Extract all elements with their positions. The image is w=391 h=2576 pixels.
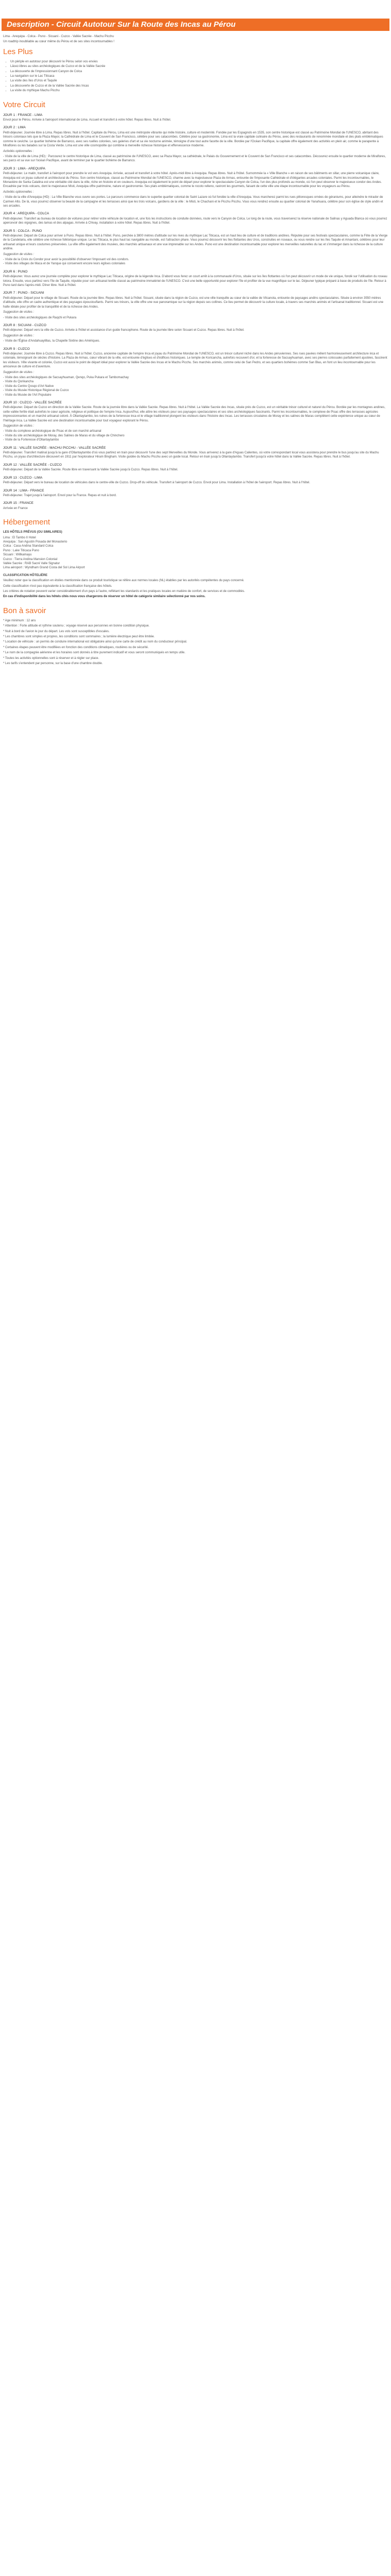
good-to-know-note: * Le nom de la compagnie aérienne et les horaires sont donnés à titre purement indicatif et vous seront communiqués en temps utile. (3, 651, 186, 655)
good-to-know-note: * Toutes les activités optionnelles sont à réserver et à régler sur place. (3, 656, 99, 660)
day-block (3, 113, 388, 123)
page (0, 0, 391, 682)
hotel-item: Sicuani : Willkamayu (3, 553, 32, 557)
classification-label: CLASSIFICATION HÔTELIÈRE (3, 573, 47, 577)
good-to-know-note: * Certaines étapes peuvent être modifiées en fonction des conditions climatiques, routières ou de sécurité. (3, 646, 149, 649)
highlight-item: • Lâcez-libres au sites archéologiques de Cuzco et de la Vallée Sacrée (10, 64, 388, 69)
day-block (3, 489, 388, 498)
day-block (3, 167, 388, 209)
good-to-know-note: * Nuit à bord de l'avion le jour du départ. Les vols sont susceptibles d'escales. (3, 630, 110, 633)
intro-route: Lima - Arequipa - Colca - Puno - Sicuani - Cuzco - Vallée Sacrée - Machu Picchu (3, 35, 114, 38)
day-description: Arrivée en France (3, 506, 28, 510)
day-description: Petit-déjeuner. Départ de Cuzco en direction de la Vallée Sacrée. Route de la journée libre dans la Vallée Sacrée. Repas libres. Nuit à l'hôtel. La Vallée Sacrée des Incas, située près de Cuzco, est un véritable trésor culturel et naturel du Pérou. Bordée par les montagnes andines, cette vallée fertile était autrefois le cœur agricole, religieux et politique de l'empire Inca. Aujourd'hui, elle attire les visiteurs pour ses paysages spectaculaires et ses sites archéologiques fascinants. Parmi les incontournables, le complexe de Pisac offre des terrasses agricoles impressionnantes et un marché artisanal coloré. À Ollantaytambo, les ruines de la forteresse inca et le village traditionnel plongent les visiteurs dans l'histoire des Incas. Les terrasses circulaires de Moray et les salines de Maras complètent cette expérience unique au cœur de l'héritage inca. La Vallée Sacrée est une destination incontournable pour tout voyageur explorant le Pérou. (3, 406, 385, 422)
accommodation-heading: Hébergement (3, 518, 50, 527)
day-description: Petit-déjeuner. Transfert au bureau de location de voitures pour retirer votre véhicule de location et, une fois les instructions de conduite données, route vers le Canyon de Colca. Le long de la route, vous traverserez la réserve nationale de Salinas y Aguada Blanca où vous pourrez apercevoir des vigognes, des lamas et des alpagas. Arrivée à Chivay, installation à votre hôtel. Repas libres. Nuit à l'hôtel. (3, 217, 387, 225)
day-suggestions-label: Activités optionnelles : (3, 149, 34, 153)
day-description: Petit-déjeuner. Départ vers le bureau de location de véhicules dans le centre-ville de Cuzco. Drop-off du véhicule. Transfert à l'aéroport de Cuzco. Envol pour Lima. Installation à l'hôtel de l'aéroport. Repas libres. Nuit à l'hôtel. (3, 481, 311, 485)
day-suggestion: - Visite du Musée de l'Art Populaire (3, 393, 52, 397)
day-block (3, 446, 388, 460)
hotel-item: Puno : Lake Titicaca Puno (3, 549, 39, 552)
day-description: Petit-déjeuner. Trajet jusqu'à l'aéroport. Envol pour la France. Repas et nuit à bord. (3, 494, 117, 497)
day-block (3, 347, 388, 397)
day-description: Petit-déjeuner. Départ pour le village de Sicuani. Route de la journée libre. Repas libres. Nuit à l'hôtel. Sicuani, située dans la région de Cuzco, est une ville tranquille au cœur de la vallée de Vilcanota, entourée de paysages andins spectaculaires. Située à environ 3550 mètres d'altitude, elle offre un cadre authentique et des paysages époustouflants. Parmi ses trésors, la ville offre une vue panoramique sur la région depuis ses collines. Ce lieu permet de découvrir la culture locale, à travers ses marchés animés et l'artisanat traditionnel. Sicuani est une halte idéale pour profiter de la tranquillité et de la richesse des Andes. (3, 296, 384, 309)
highlights-heading: Les Plus (3, 47, 33, 56)
classification-notes (3, 579, 388, 594)
hotel-list (3, 536, 388, 570)
day-block (3, 270, 388, 288)
day-title: JOUR 7 : PUNO - SICUANI (3, 291, 44, 295)
day-suggestion: - Visite du Musée Historique Régional de Cuzco (3, 389, 69, 393)
day-suggestion: - Visite de la Forteresse d'Ollantaytambo (3, 438, 59, 442)
day-block (3, 401, 388, 443)
day-suggestions-label: Suggestion de visites : (3, 425, 35, 428)
highlight-item: • La navigation sur le Lac Titicaca (10, 74, 388, 78)
day-suggestions-label: Suggestion de visites : (3, 370, 35, 374)
day-suggestion: - Visite de la ville de Lima (HD) : Parcourez le centre historique de Lima, classé au patrimoine de l'UNESCO, avec sa Plaza Mayor, sa cathédrale, le Palais du Gouvernement et le Couvent de San Francisco et ses catacombes. Découvrez ensuite le quartier moderne de Miraflores, ses parcs et sa vue sur l'océan Pacifique, avant de terminer par le quartier bohème de Barranco. (3, 155, 386, 163)
day-title: JOUR 9 : CUZCO (3, 347, 30, 351)
hotel-item: Vallée Sacrée : RAB Sacré Valle Signatur (3, 562, 60, 565)
intro-tagline: Un roadtrip inoubliable au cœur même du Pérou et de ses sites incontournables ! (3, 40, 115, 44)
hotel-item: Arequipa : San Agustin Posada del Monasterio (3, 540, 68, 544)
day-title: JOUR 4 : AREQUIPA - COLCA (3, 212, 50, 216)
day-description: Petit-déjeuner. Vous aurez une journée complète pour explorer le mythique Lac Titicaca, origine de la légende Inca. D'abord vous ferez un court arrêt à la communauté d'Uros, située sur les îles flottantes où l'on peut découvrir un mode de vie unique, fondé sur l'utilisation du roseau totora. Ensuite, vous partirez vers l'île de Taquile, réputée pour son artisanat textile classé au patrimoine immatériel de l'UNESCO. C'est une belle opportunité pour explorer l'île et profiter de la vue magnifique sur le lac. Déjeuner typique préparé à base de produits de l'île. Retour à Puno tard dans l'après-midi. Dîner libre. Nuit à l'hôtel. (3, 275, 387, 287)
day-description: Petit-déjeuner. Départ vers la ville de Cuzco. Arrivée à l'hôtel et assistance d'un guide francophone. Route de la journée libre selon Sicuani et Cuzco. Repas libres. Nuit à l'hôtel. (3, 329, 245, 332)
day-title: JOUR 12 : VALLÉE SACRÉE - CUZCO (3, 463, 62, 467)
day-suggestion: - Visite des sites archéologiques de Sacsayhuaman, Qenqo, Puka Pukara et Tambomachay (3, 376, 129, 379)
day-title: JOUR 10 : CUZCO - VALLÉE SACRÉE (3, 401, 62, 404)
day-title: JOUR 3 : LIMA - AREQUIPA (3, 166, 45, 171)
day-block (3, 501, 388, 511)
good-to-know-note: * Les tarifs s'entendent par personne, sur la base d'une chambre double. (3, 662, 103, 666)
hotel-item: Lima aéroport : Wyndham Grand Costa del Sol Lima Airport (3, 566, 85, 570)
day-block (3, 212, 388, 225)
good-to-know-notes (3, 619, 388, 666)
day-description: Petit-déjeuner. Journée libre à Cuzco. Repas libres. Nuit à l'hôtel. Cuzco, ancienne capitale de l'empire Inca et joyau du Patrimoine Mondial de l'UNESCO, est un trésor culturel niché dans les Andes péruviennes. Ses rues pavées mêlent harmonieusement architecture inca et coloniale, témoignant de siècles d'histoire. La Plaza de Armas, cœur vibrant de la ville, est entourée d'églises et d'édifices historiques. Le temple de Koricancha, autrefois recouvert d'or, et la forteresse de Sacsayhuaman, avec ses pierres colossales parfaitement ajustées, fascinent les visiteurs. Ville vivante et colorée, Cuzco est aussi le point de départ idéal pour explorer la Vallée Sacrée des Incas et le Machu Picchu. Ses marchés animés, comme celui de San Pedro, et ses quartiers bohèmes comme San Blas, en font un lieu incontournable pour les amoureux de culture et d'aventure. (3, 352, 387, 369)
day-block (3, 324, 388, 344)
hotel-item: Lima : El Tambo II Hotel (3, 536, 36, 539)
day-suggestion: - Visite de la ville d'Arequipa (HD) : La Ville Blanche vous ouvre ses portes. Le parcours commence dans le superbe quartier colonial de Saint Lazare où fut fondée la ville d'Arequipa. Vous marcherez parmi les rues pittoresques ornées de géraniums, pour atteindre le mirador de Carmen Alto. De là, vous pourrez observer la beauté de la campagne et les terrasses ainsi que les trois volcans, gardiens de la ville : le Misti, le Chachani et le Picchu Picchu. Vous vous rendrez ensuite au quartier colonial de Yanahuara, célèbre pour son église de style andin et ses arcades. (3, 196, 383, 208)
day-description: Petit-déjeuner. Transfert matinal jusqu'à la gare d'Ollantaytambo d'où vous partirez en train pour découvrir l'une des sept Merveilles du Monde. Vous arriverez à la gare d'Aguas Calientes, où votre correspondant local vous assistera pour prendre le bus jusqu'au site du Machu Picchu, un joyau d'architecture découvert en 1911 par l'explorateur Hiram Bingham. Visite guidée du Machu Picchu avec un guide local. Retour en train jusqu'à Ollantaytambo. Transfert jusqu'à votre hôtel dans la Vallée Sacrée. Repas libres. Nuit à l'hôtel. (3, 451, 379, 459)
day-description: Envol pour le Pérou. Arrivée à l'aéroport international de Lima. Accueil et transfert à votre hôtel. Repas libres. Nuit à l'hôtel. (3, 118, 171, 122)
highlights-list (3, 60, 388, 93)
day-description: Petit-déjeuner. Départ de la Vallée Sacrée. Route libre en traversant la Vallée Sacrée jusqu'à Cuzco. Repas libres. Nuit à l'hôtel. (3, 468, 178, 472)
day-title: JOUR 13 : CUZCO - LIMA (3, 476, 43, 480)
day-suggestions-label: Suggestion de visites : (3, 334, 35, 337)
day-suggestion: - Visite de l'Église d'Andahuaylillas, la Chapelle Sixtine des Amériques. (3, 340, 100, 343)
hotel-item: Colca : Casa Andina Standard Colca (3, 545, 54, 548)
day-description: Petit-déjeuner. Départ de Colca pour arriver à Puno. Repas libres. Nuit à l'hôtel. Puno, perchée à 3800 mètres d'altitude sur les rives du mythique Lac Titicaca, est un haut lieu de culture et de traditions andines. Réputée pour ses festivals spectaculaires, comme la Fête de la Vierge de la Candelaria, elle célèbre une richesse folklorique unique. Le lac Titicaca, le plus haut lac navigable au monde, est l'attraction phare. Vous pourrez découvrir les îles flottantes des Uros, construites en roseaux, ou vous rendre sur les îles Taquile et Amantani, célèbres pour leur artisanat unique et leurs coutumes préservées. La ville offre également des musées, des marchés artisanaux et une vue imprenable sur les Andes. Puno est une destination incontournable pour explorer les merveilles naturelles du lac et s'immerger dans la richesse de la culture andine. (3, 234, 388, 251)
day-description: Petit-déjeuner. Journée libre à Lima. Repas libres. Nuit à l'hôtel. Capitale du Pérou, Lima est une métropole vibrante qui mêle histoire, culture et modernité. Fondée par les Espagnols en 1535, son centre historique est classé au Patrimoine Mondial de l'UNESCO, abritant des trésors coloniaux tels que la Plaza Mayor, la Cathédrale de Lima et le Couvent de San Francisco, célèbre pour ses catacombes. Célèbre pour sa gastronomie, Lima est la vraie capitale culinaire du Pérou, avec des restaurants de renommée mondiale et des plats emblématiques comme le ceviche. Le quartier bohème de Barranco, avec ses ruelles colorées, ses galeries d'art et sa vie nocturne animée, témoigne d'une tout autre facette de la ville. Bordée par l'Océan Pacifique, la capitale offre également des activités en plein air, comme le parapente à Miraflores ou les balades sur la Costa Verde. Lima est une ville cosmopolite qui combine à merveille richesse historique et effervescence moderne. (3, 131, 383, 148)
day-title: JOUR 6 : PUNO (3, 269, 28, 274)
good-to-know-note: * Age minimum : 12 ans (3, 619, 36, 622)
hotel-item: Cuzco : Tierra Andina Mansion Colonial (3, 557, 58, 561)
highlight-item: • La visite du mythique Machu Picchu (10, 89, 388, 93)
good-to-know-note: * Attention : Forte altitude et rythme soutenu ; voyage réservé aux personnes en bonne condition physique. (3, 624, 150, 628)
itinerary-heading: Votre Circuit (3, 100, 45, 109)
day-suggestions-label: Activités optionnelles : (3, 190, 34, 194)
day-suggestion: - Visite des sites archéologiques de Raqchi et Pukara (3, 316, 76, 319)
day-title: JOUR 8 : SICUANI - CUZCO (3, 323, 46, 327)
good-to-know-heading: Bon à savoir (3, 606, 46, 615)
highlight-item: • La découverte de l'impressionnant Canyon de Colca (10, 70, 388, 74)
day-block (3, 476, 388, 485)
good-to-know-note: * Location de véhicule : un permis de conduire international est obligatoire ainsi qu'une carte de crédit au nom du conducteur principal. (3, 640, 187, 644)
day-title: JOUR 5 : COLCA - PUNO (3, 229, 42, 233)
highlight-item: • La découverte de Cuzco et de la Vallée Sacrée des Incas (10, 84, 388, 88)
day-block (3, 229, 388, 266)
day-title: JOUR 15 : FRANCE (3, 501, 34, 505)
day-title: JOUR 2 : LIMA (3, 126, 26, 130)
day-suggestion: - Visite du site archéologique de Moray, des Salines de Maras et du village de Chinchero (3, 434, 125, 437)
day-block (3, 291, 388, 319)
classification-note: Les critères de notation peuvent varier considérablement d'un pays à l'autre, reflétant les standards et les pratiques locales en matière de confort, de services et de commodités. (3, 590, 245, 593)
page-title: Description - Circuit Autotour Sur la Route des Incas au Pérou (2, 19, 389, 31)
hotels-label: LES HÔTELS PRÉVUS (OU SIMILAIRES) (3, 531, 62, 534)
day-block (3, 463, 388, 472)
content (0, 31, 391, 682)
itinerary-days (3, 113, 388, 511)
day-block (3, 126, 388, 163)
classification-note: Cette classification n'est pas équivalente à la classification française des hôtels. (3, 584, 112, 588)
good-to-know-note: * Les chambres sont simples et propres, les conditions sont sommaires ; la lumière électrique peut être limitée. (3, 635, 155, 639)
day-suggestion: - Visite du Qorikancha (3, 380, 34, 384)
day-suggestions-label: Suggestion de visites : (3, 311, 35, 314)
day-suggestion: - Visite du complexe archéologique de Pisac et de son marché artisanal (3, 430, 102, 433)
day-title: JOUR 14 : LIMA - FRANCE (3, 488, 44, 493)
day-suggestion: - Visite de la Croix du Condor pour avoir la possibilité d'observer l'imposant vol des condors. (3, 258, 129, 262)
availability-note: En cas d'indisponibilité dans les hôtels cités nous vous chargerons de réserver un hôtel de catégorie similaire sélectionné par nos soins. (3, 595, 206, 599)
highlight-item: • La visite des îles d'Uros et Taquile (10, 79, 388, 83)
day-suggestions-label: Suggestion de visites : (3, 252, 35, 256)
highlight-item: • Un périple en autotour pour découvrir le Pérou selon vos envies (10, 60, 388, 64)
classification-note: Veuillez noter que la classification en étoiles mentionnée dans ce produit touristique se réfère aux normes locales (NL) établies par les autorités compétentes du pays concerné. (3, 579, 245, 583)
day-suggestion: - Visite des villages de Maca et de Yanque qui conservent encore leurs églises coloniales (3, 262, 125, 266)
day-description: Petit-déjeuner. Le matin, transfert à l'aéroport pour prendre le vol vers Arequipa. Arrivée, accueil et transfert à votre hôtel. Après-midi libre à Arequipa. Repas libres. Nuit à l'hôtel. Surnommée la « Ville Blanche » en raison de ses bâtiments en sillar, une pierre volcanique claire, Arequipa est un joyau culturel et architectural du Pérou. Son centre historique, classé au Patrimoine Mondial de l'UNESCO, charme avec la majestueuse Plaza de Armas, entourée de l'imposante Cathédrale et d'élégantes arcades coloniales. Parmi les incontournables, le Monastère de Santa Catalina est une véritable cité dans la ville, riche en histoire et en couleurs. Arequipa est également le point de départ pour explorer le spectaculaire Canyon de Colca, l'un des plus profonds au monde, où l'on peut observer le majestueux condor des Andes. Encadrée par trois volcans, dont le majestueux Misti, Arequipa offre patrimoine, nature et gastronomie. Ses plats emblématiques, comme le rocoto relleno, raviront les gourmets, faisant de cette ville une étape incontournable pour les voyageurs au Pérou. (3, 172, 382, 189)
day-title: JOUR 11 : VALLÉE SACRÉE - MACHU PICCHU - VALLÉE SACRÉE (3, 446, 106, 450)
day-title: JOUR 1 : FRANCE - LIMA (3, 113, 43, 117)
day-suggestion: - Visite du Centre Qosqo d'Art Native (3, 384, 54, 388)
